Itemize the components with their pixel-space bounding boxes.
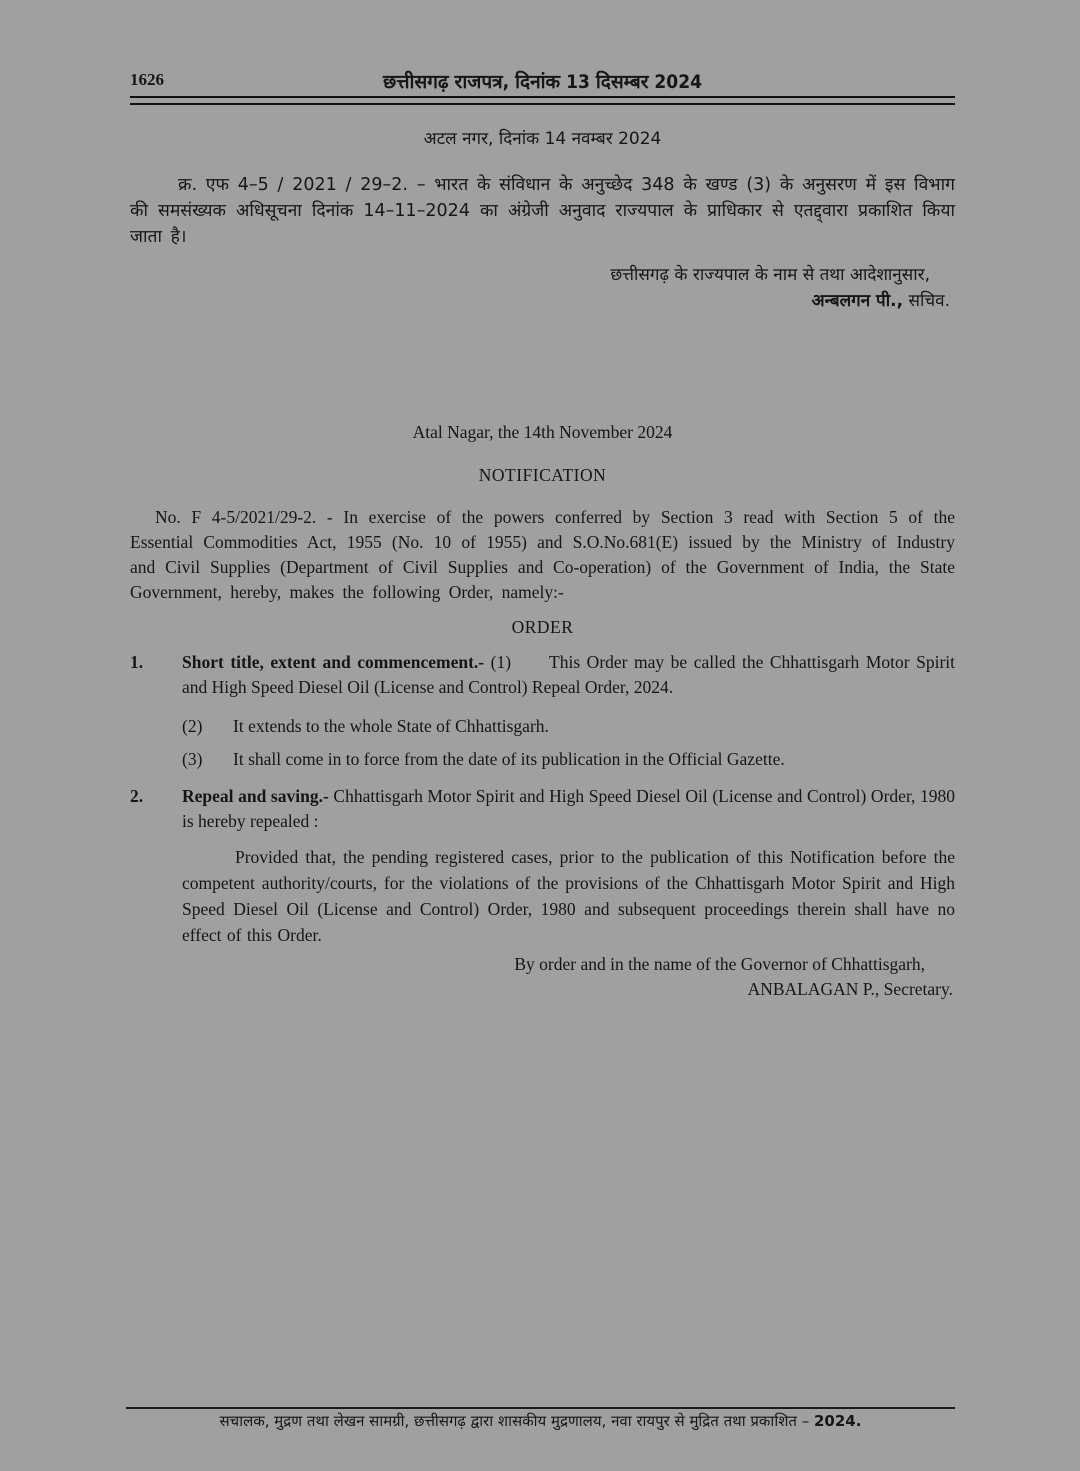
item-2-title: Repeal and saving.- (182, 786, 329, 806)
order-heading: ORDER (511, 617, 574, 637)
subclause-3-marker: (3) (182, 749, 203, 769)
subclause-2-text: It extends to the whole State of Chhattisgarh. (233, 716, 549, 736)
signature-block-english (130, 952, 955, 1002)
intro-paragraph-hindi: क्र. एफ 4–5 / 2021 / 29–2. – भारत के संविधान के अनुच्छेद 348 के खण्ड (3) के अनुसरण में इस विभाग की समसंख्यक अधिसूचना दिनांक 14–11–2024 का अंग्रेजी अनुवाद राज्यपाल के प्राधिकार से एतद्द्वारा प्रकाशित किया जाता है। (130, 175, 955, 247)
secretary-title-hindi: सचिव. (908, 291, 950, 311)
order-item-2 (130, 784, 955, 834)
page-number: 1626 (130, 70, 164, 89)
dateline-english: Atal Nagar, the 14th November 2024 (412, 422, 673, 442)
footer-year: 2024. (814, 1412, 862, 1430)
dateline-hindi: अटल नगर, दिनांक 14 नवम्बर 2024 (423, 129, 662, 149)
item-2-text: Chhattisgarh Motor Spirit and High Speed Diesel Oil (License and Control) Order, 1980 is hereby repealed : (182, 786, 956, 831)
item-1-number: 1. (130, 652, 144, 672)
item-1-clause-marker: (1) (490, 652, 512, 672)
subclause-2-marker: (2) (182, 716, 203, 736)
page-header (130, 0, 955, 92)
order-item-1-subclause-2 (130, 714, 955, 739)
order-item-1-subclause-3 (130, 747, 955, 772)
secretary-name-hindi: अन्बलगन पी., (811, 291, 904, 311)
item-1-text: This Order may be called the Chhattisgarh Motor Spirit and High Speed Diesel Oil (License and Control) Repeal Order, 2024. (182, 652, 955, 697)
proviso-paragraph: Provided that, the pending registered cases, prior to the publication of this Notification before the competent authority/courts, for the violations of the provisions of the Chhattisgarh Motor Spirit and High Speed Diesel Oil (License and Control) Order, 1980 and subsequent proceedings therein shall have no effect of this Order. (182, 847, 955, 945)
header-double-rule (130, 96, 955, 105)
notification-heading: NOTIFICATION (478, 465, 607, 485)
subclause-3-text: It shall come in to force from the date of its publication in the Official Gazette. (233, 749, 785, 769)
signature-english-name: ANBALAGAN P., Secretary. (747, 979, 953, 999)
footer-imprint (126, 1411, 955, 1431)
page-footer (126, 1407, 955, 1431)
gazette-title: छत्तीसगढ़ राजपत्र, दिनांक 13 दिसम्बर 2024 (383, 71, 702, 93)
signature-block-hindi (130, 262, 955, 314)
notification-paragraph: No. F 4-5/2021/29-2. - In exercise of the powers conferred by Section 3 read with Section 5 of the Essential Commodities Act, 1955 (No. 10 of 1955) and S.O.No.681(E) issued by the Ministry of Industry and Civil Supplies (Department of Civil Supplies and Co-operation) of the Government of India, the State Government, hereby, makes the following Order, namely:- (130, 507, 955, 602)
signature-hindi-name (130, 288, 955, 314)
order-item-1 (130, 650, 955, 700)
footer-imprint-text: सचालक, मुद्रण तथा लेखन सामग्री, छत्तीसगढ़ द्वारा शासकीय मुद्रणालय, नवा रायपुर से मुद्रित तथा प्रकाशित – (219, 1412, 814, 1430)
page-content (130, 0, 955, 1002)
item-1-title: Short title, extent and commencement.- (182, 652, 485, 672)
signature-hindi-byorder: छत्तीसगढ़ के राज्यपाल के नाम से तथा आदेशानुसार, (610, 265, 930, 285)
signature-english-byorder: By order and in the name of the Governor of Chhattisgarh, (514, 954, 925, 974)
item-2-number: 2. (130, 786, 144, 806)
